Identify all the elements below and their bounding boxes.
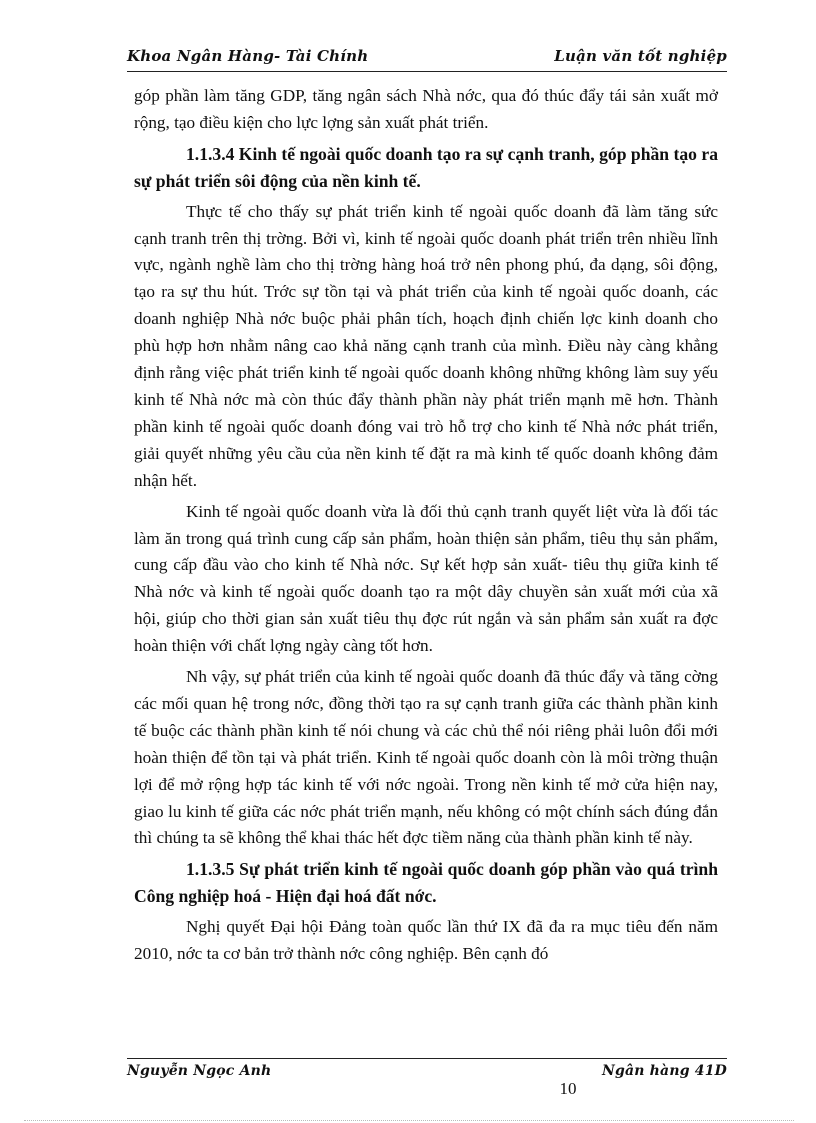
footer-class: Ngân hàng 41D [601, 1063, 727, 1079]
paragraph-continuation: góp phần làm tăng GDP, tăng ngân sách Nhà nớc, qua đó thúc đẩy tái sản xuất mở rộng, tạo điều kiện cho lực lợng sản xuất phát triển. [134, 86, 718, 132]
document-body [134, 83, 718, 968]
header-thesis-title: Luận văn tốt nghiệp [554, 47, 727, 65]
header-faculty: Khoa Ngân Hàng- Tài Chính [127, 47, 369, 65]
footer-author: Nguyễn Ngọc Anh [127, 1063, 272, 1079]
paragraph-partnership: Kinh tế ngoài quốc doanh vừa là đối thủ cạnh tranh quyết liệt vừa là đối tác làm ăn trong quá trình cung cấp sản phẩm, hoàn thiện sản phẩm, tiêu thụ sản phẩm, cung cấp đầu vào cho kinh tế Nhà nớc. Sự kết hợp sản xuất- tiêu thụ giữa kinh tế Nhà nớc và kinh tế ngoài quốc doanh tạo ra một dây chuyền sản xuất mới của xã hội, giúp cho thời gian sản xuất tiêu thụ đợc rút ngắn và sản phẩm sản xuất ra đợc hoàn thiện với chất lợng ngày càng tốt hơn. [134, 501, 718, 656]
page-header [127, 45, 727, 72]
section-heading-1-1-3-5: 1.1.3.5 Sự phát triển kinh tế ngoài quốc doanh góp phần vào quá trình Công nghiệp hoá - Hiện đại hoá đất nớc. [134, 859, 718, 907]
page-number [0, 1079, 816, 1099]
paragraph-relations: Nh vậy, sự phát triển của kinh tế ngoài quốc doanh đã thúc đẩy và tăng cờng các mối quan hệ trong nớc, đồng thời tạo ra sự cạnh tranh giữa các thành phần kinh tế buộc các thành phần kinh tế nói chung và các chủ thể nói riêng phải luôn đổi mới hoàn thiện để tồn tại và phát triển. Kinh tế ngoài quốc doanh còn là môi trờng thuận lợi để mở rộng hợp tác kinh tế với nớc ngoài. Trong nền kinh tế mở cửa hiện nay, giao lu kinh tế giữa các nớc phát triển mạnh, nếu không có một chính sách đúng đắn thì chúng ta sẽ không thể khai thác hết đợc tiềm năng của thành phần kinh tế này. [134, 667, 718, 848]
page-bottom-dotted-line [24, 1120, 794, 1121]
section-heading-1-1-3-4: 1.1.3.4 Kinh tế ngoài quốc doanh tạo ra sự cạnh tranh, góp phần tạo ra sự phát triển sôi động của nền kinh tế. [134, 143, 718, 191]
page-number-value: 10 [559, 1079, 577, 1098]
page-footer [127, 1058, 727, 1079]
paragraph-competition: Thực tế cho thấy sự phát triển kinh tế ngoài quốc doanh đã làm tăng sức cạnh tranh trên thị trờng. Bởi vì, kinh tế ngoài quốc doanh phát triển trên nhiều lĩnh vực, ngành nghề làm cho thị trờng hàng hoá trở nên phong phú, đa dạng, sôi động, tạo ra sự thu hút. Trớc sự tồn tại và phát triển của kinh tế ngoài quốc doanh, các doanh nghiệp Nhà nớc buộc phải phân tích, hoạch định chiến lợc kinh doanh cho phù hợp hơn nhằm nâng cao khả năng cạnh tranh của mình. Điều này càng khẳng định rằng việc phát triển kinh tế ngoài quốc doanh không những không làm suy yếu kinh tế Nhà nớc mà còn thúc đẩy thành phần này phát triển mạnh mẽ hơn. Thành phần kinh tế ngoài quốc doanh đóng vai trò hỗ trợ cho kinh tế Nhà nớc phát triển, giải quyết những yêu cầu của nền kinh tế đặt ra mà kinh tế quốc doanh không đảm nhận hết. [134, 201, 718, 490]
paragraph-resolution: Nghị quyết Đại hội Đảng toàn quốc lần thứ IX đã đa ra mục tiêu đến năm 2010, nớc ta cơ bản trở thành nớc công nghiệp. Bên cạnh đó [134, 917, 718, 964]
